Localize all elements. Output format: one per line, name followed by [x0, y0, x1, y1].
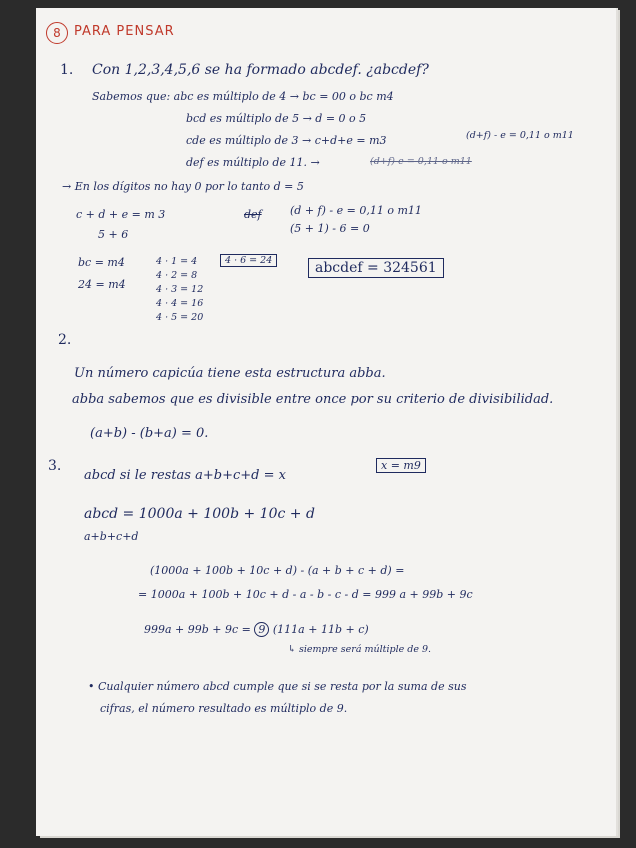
problem-1-label: 1. [60, 62, 74, 78]
eq-sum-3-values: 5 + 6 [98, 228, 129, 241]
problem-2-line-2: abba sabemos que es divisible entre once por su criterio de divisibilidad. [72, 392, 554, 407]
conclusion-line-2: cifras, el número resultado es múltiplo de 9. [100, 702, 348, 715]
problem-2-label: 2. [58, 332, 72, 348]
table-row: 4 · 1 = 4 [156, 256, 198, 267]
table-row: 4 · 2 = 8 [156, 270, 198, 281]
24-multiple-4: 24 = m4 [78, 278, 126, 291]
bc-multiple-4: bc = m4 [78, 256, 125, 269]
known-1: Sabemos que: abc es múltiplo de 4 → bc = 00 o bc m4 [92, 90, 394, 103]
table-row: 4 · 4 = 16 [156, 298, 204, 309]
crossed-out-work: (d+f)-e = 0,11 o m11 [370, 156, 472, 167]
problem-2-line-1: Un número capicúa tiene esta estructura abba. [74, 366, 386, 381]
problem-3-intro: abcd si le restas a+b+c+d = x [84, 468, 286, 483]
table-row: 4 · 3 = 12 [156, 284, 204, 295]
problem-3-label: 3. [48, 458, 62, 474]
p3-line-1: abcd = 1000a + 100b + 10c + d [84, 506, 315, 522]
x-box: x = m9 [376, 458, 426, 473]
no-zero-deduction: → En los dígitos no hay 0 por lo tanto d = 5 [62, 180, 304, 193]
known-4: def es múltiplo de 11. → [186, 156, 320, 169]
p3-line-5-right: (111a + 11b + c) [272, 623, 369, 636]
known-2: bcd es múltiplo de 5 → d = 0 o 5 [186, 112, 367, 125]
eq-divisible-11: (d + f) - e = 0,11 o m11 [290, 204, 422, 217]
problem-2-line-3: (a+b) - (b+a) = 0. [90, 426, 209, 441]
p3-line-4: = 1000a + 100b + 10c + d - a - b - c - d = 999 a + 99b + 9c [138, 588, 473, 601]
final-answer-box: abcdef = 324561 [308, 258, 444, 278]
table-row: 4 · 5 = 20 [156, 312, 204, 323]
p3-line-5 [144, 622, 369, 637]
problem-1-statement: Con 1,2,3,4,5,6 se ha formado abcdef. ¿abcdef? [92, 62, 429, 78]
p3-line-3: (1000a + 100b + 10c + d) - (a + b + c + d) = [150, 564, 405, 577]
conclusion-line-1: • Cualquier número abcd cumple que si se resta por la suma de sus [88, 680, 467, 693]
page-title: PARA PENSAR [74, 24, 175, 39]
check-box: 4 · 6 = 24 [220, 254, 277, 267]
eq-divisible-11-values: (5 + 1) - 6 = 0 [290, 222, 370, 235]
p3-line-5-left: 999a + 99b + 9c = [144, 623, 251, 636]
known-3: cde es múltiplo de 3 → c+d+e = m3 [186, 134, 387, 147]
exercise-number-badge: 8 [46, 22, 68, 44]
known-4-condition: (d+f) - e = 0,11 o m11 [466, 130, 574, 141]
p3-line-2: a+b+c+d [84, 530, 139, 543]
circled-nine: 9 [254, 622, 269, 637]
p3-note: ↳ siempre será múltiple de 9. [288, 644, 432, 655]
eq-sum-3: c + d + e = m 3 [76, 208, 166, 221]
def-label-crossed: def [244, 208, 262, 221]
